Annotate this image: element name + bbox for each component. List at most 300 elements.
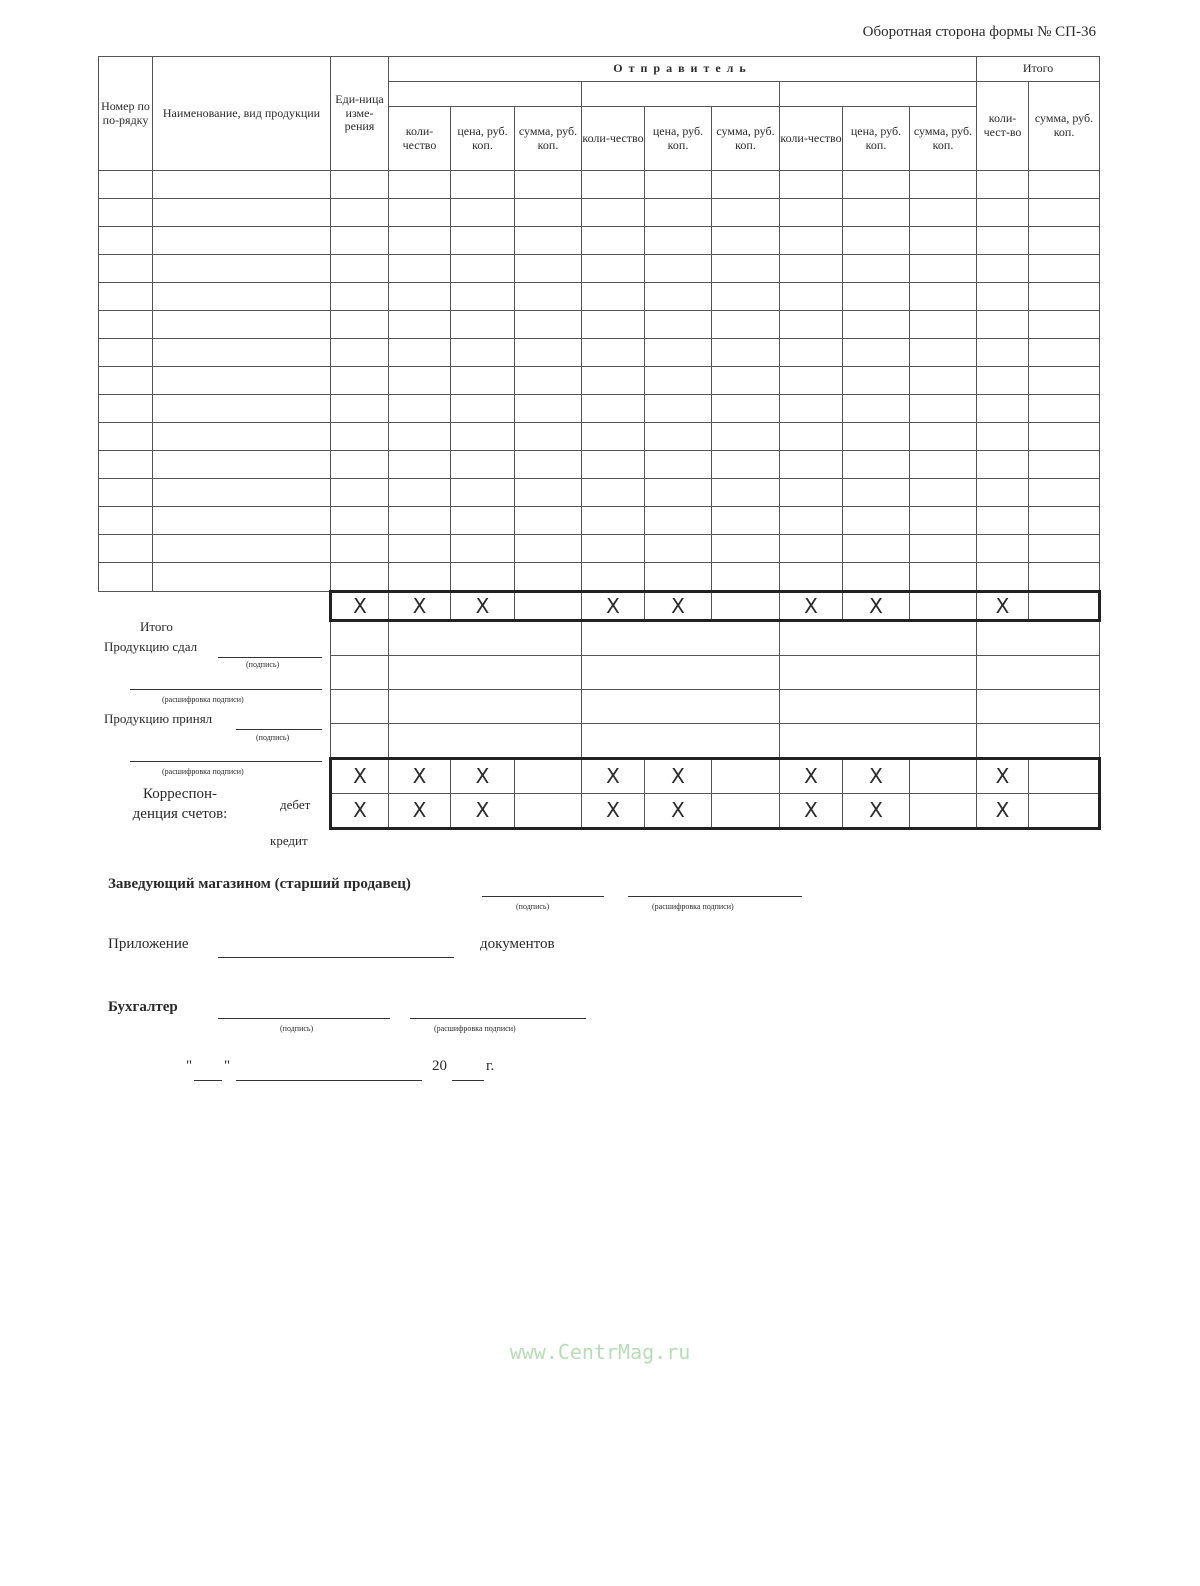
table-cell[interactable] xyxy=(153,535,331,563)
table-cell[interactable] xyxy=(99,367,153,395)
total-cell[interactable] xyxy=(977,621,1100,656)
table-cell[interactable] xyxy=(843,451,910,479)
table-cell[interactable] xyxy=(99,227,153,255)
table-cell[interactable] xyxy=(843,227,910,255)
table-cell[interactable] xyxy=(910,227,977,255)
table-cell[interactable] xyxy=(451,227,515,255)
x-mark: X xyxy=(804,798,818,822)
table-cell[interactable] xyxy=(843,255,910,283)
table-cell[interactable] xyxy=(389,311,451,339)
table-cell[interactable] xyxy=(515,171,582,199)
table-cell[interactable] xyxy=(645,535,712,563)
table-cell[interactable] xyxy=(331,367,389,395)
table-cell[interactable] xyxy=(712,592,780,621)
table-cell[interactable] xyxy=(910,367,977,395)
table-cell[interactable] xyxy=(389,227,451,255)
table-cell[interactable] xyxy=(780,199,843,227)
table-cell[interactable] xyxy=(1029,171,1100,199)
table-cell[interactable] xyxy=(712,507,780,535)
sender-3-cell[interactable] xyxy=(780,724,977,759)
table-cell[interactable] xyxy=(451,423,515,451)
table-cell[interactable] xyxy=(582,311,645,339)
table-cell[interactable] xyxy=(515,592,582,621)
table-cell[interactable] xyxy=(843,535,910,563)
x-mark: X xyxy=(671,798,685,822)
received-decode-caption: (расшифровка подписи) xyxy=(162,767,244,776)
table-cell[interactable] xyxy=(977,367,1029,395)
table-cell[interactable] xyxy=(1029,423,1100,451)
unit-cell[interactable] xyxy=(331,656,389,690)
table-cell[interactable] xyxy=(645,479,712,507)
table-cell[interactable] xyxy=(331,423,389,451)
table-cell[interactable] xyxy=(712,255,780,283)
table-cell[interactable] xyxy=(1029,451,1100,479)
table-cell[interactable] xyxy=(153,563,331,592)
table-cell[interactable] xyxy=(780,535,843,563)
table-cell[interactable] xyxy=(331,255,389,283)
table-cell[interactable] xyxy=(515,563,582,592)
table-cell[interactable] xyxy=(645,283,712,311)
x-cell xyxy=(977,592,1029,621)
table-cell[interactable] xyxy=(977,283,1029,311)
table-cell[interactable] xyxy=(780,283,843,311)
table-cell[interactable] xyxy=(582,171,645,199)
table-cell[interactable] xyxy=(582,451,645,479)
table-cell[interactable] xyxy=(331,479,389,507)
table-cell[interactable] xyxy=(910,507,977,535)
table-cell[interactable] xyxy=(977,395,1029,423)
header-total-sum: сумма, руб. коп. xyxy=(1029,82,1100,171)
table-cell[interactable] xyxy=(712,759,780,794)
table-cell[interactable] xyxy=(515,283,582,311)
table-cell[interactable] xyxy=(712,339,780,367)
table-cell[interactable] xyxy=(977,451,1029,479)
table-cell[interactable] xyxy=(1029,255,1100,283)
header-total-qty: коли-чест-во xyxy=(977,82,1029,171)
table-cell[interactable] xyxy=(331,535,389,563)
table-cell[interactable] xyxy=(389,563,451,592)
unit-cell[interactable] xyxy=(331,690,389,724)
table-cell[interactable] xyxy=(99,563,153,592)
table-cell[interactable] xyxy=(389,395,451,423)
table-cell[interactable] xyxy=(910,479,977,507)
sender-1-cell[interactable] xyxy=(389,621,582,656)
table-cell[interactable] xyxy=(153,283,331,311)
table-cell[interactable] xyxy=(389,339,451,367)
table-cell[interactable] xyxy=(910,592,977,621)
table-row xyxy=(99,255,1100,283)
table-cell[interactable] xyxy=(153,311,331,339)
table-cell[interactable] xyxy=(99,395,153,423)
table-cell[interactable] xyxy=(99,479,153,507)
table-cell[interactable] xyxy=(582,395,645,423)
table-cell[interactable] xyxy=(153,423,331,451)
unit-cell[interactable] xyxy=(331,724,389,759)
table-cell[interactable] xyxy=(153,171,331,199)
table-cell[interactable] xyxy=(910,311,977,339)
table-cell[interactable] xyxy=(1029,199,1100,227)
table-cell[interactable] xyxy=(389,451,451,479)
table-cell[interactable] xyxy=(712,171,780,199)
table-cell[interactable] xyxy=(1029,283,1100,311)
table-cell[interactable] xyxy=(451,283,515,311)
table-cell[interactable] xyxy=(712,395,780,423)
x-mark: X xyxy=(671,593,685,618)
watermark: www.CentrMag.ru xyxy=(509,1340,691,1364)
table-cell[interactable] xyxy=(977,507,1029,535)
table-cell[interactable] xyxy=(153,479,331,507)
total-cell[interactable] xyxy=(977,724,1100,759)
x-mark: X xyxy=(606,798,620,822)
table-cell[interactable] xyxy=(645,507,712,535)
table-cell[interactable] xyxy=(977,563,1029,592)
table-cell[interactable] xyxy=(645,367,712,395)
given-decode-line xyxy=(130,689,322,690)
table-cell[interactable] xyxy=(1029,759,1100,794)
table-cell[interactable] xyxy=(843,283,910,311)
given-signature-line xyxy=(218,657,322,658)
table-cell[interactable] xyxy=(780,479,843,507)
table-cell[interactable] xyxy=(1029,535,1100,563)
table-cell[interactable] xyxy=(645,227,712,255)
itogo-label: Итого xyxy=(140,619,173,634)
table-cell[interactable] xyxy=(515,759,582,794)
x-mark: X xyxy=(606,593,620,618)
x-cell xyxy=(582,794,645,829)
table-cell[interactable] xyxy=(582,255,645,283)
table-cell[interactable] xyxy=(780,311,843,339)
table-cell[interactable] xyxy=(910,255,977,283)
table-cell[interactable] xyxy=(977,171,1029,199)
header-qty-1: коли-чество xyxy=(389,107,451,171)
table-cell[interactable] xyxy=(389,199,451,227)
table-cell[interactable] xyxy=(582,227,645,255)
table-cell[interactable] xyxy=(712,283,780,311)
table-cell[interactable] xyxy=(977,199,1029,227)
table-cell[interactable] xyxy=(451,507,515,535)
manager-decode-caption: (расшифровка подписи) xyxy=(652,902,734,911)
accountant-signature-line xyxy=(218,1018,390,1019)
table-cell[interactable] xyxy=(451,255,515,283)
header-num: Номер по по-рядку xyxy=(99,57,153,171)
table-cell[interactable] xyxy=(153,367,331,395)
table-cell[interactable] xyxy=(977,479,1029,507)
table-cell[interactable] xyxy=(843,563,910,592)
table-cell[interactable] xyxy=(780,507,843,535)
table-cell[interactable] xyxy=(331,563,389,592)
table-cell[interactable] xyxy=(153,339,331,367)
table-cell[interactable] xyxy=(1029,339,1100,367)
table-cell[interactable] xyxy=(389,535,451,563)
table-cell[interactable] xyxy=(780,423,843,451)
table-cell[interactable] xyxy=(153,227,331,255)
table-cell[interactable] xyxy=(1029,479,1100,507)
table-cell[interactable] xyxy=(451,311,515,339)
table-cell[interactable] xyxy=(99,339,153,367)
side-labels xyxy=(100,615,332,855)
table-cell[interactable] xyxy=(331,171,389,199)
table-cell[interactable] xyxy=(843,311,910,339)
sender-2-cell[interactable] xyxy=(582,656,780,690)
table-cell[interactable] xyxy=(331,283,389,311)
x-cell xyxy=(780,592,843,621)
table-cell[interactable] xyxy=(1029,311,1100,339)
table-cell[interactable] xyxy=(515,199,582,227)
table-cell[interactable] xyxy=(780,451,843,479)
table-cell[interactable] xyxy=(1029,227,1100,255)
table-cell[interactable] xyxy=(153,255,331,283)
table-cell[interactable] xyxy=(515,479,582,507)
header-unit: Еди-ница изме-рения xyxy=(331,57,389,171)
table-cell[interactable] xyxy=(843,395,910,423)
table-cell[interactable] xyxy=(99,451,153,479)
table-cell[interactable] xyxy=(910,759,977,794)
table-cell[interactable] xyxy=(451,479,515,507)
table-cell[interactable] xyxy=(99,311,153,339)
table-row xyxy=(99,479,1100,507)
sender-3 xyxy=(780,82,977,107)
table-cell[interactable] xyxy=(515,255,582,283)
table-cell[interactable] xyxy=(515,227,582,255)
x-mark: X xyxy=(412,593,427,618)
table-cell[interactable] xyxy=(910,395,977,423)
table-cell[interactable] xyxy=(645,339,712,367)
table-cell[interactable] xyxy=(389,255,451,283)
table-cell[interactable] xyxy=(645,255,712,283)
table-cell[interactable] xyxy=(780,367,843,395)
table-cell[interactable] xyxy=(99,255,153,283)
table-cell[interactable] xyxy=(910,563,977,592)
table-row xyxy=(99,311,1100,339)
table-cell[interactable] xyxy=(712,227,780,255)
table-cell[interactable] xyxy=(331,507,389,535)
table-cell[interactable] xyxy=(780,339,843,367)
table-cell[interactable] xyxy=(910,535,977,563)
table-cell[interactable] xyxy=(977,227,1029,255)
x-mark: X xyxy=(606,764,620,788)
sender-3-cell[interactable] xyxy=(780,690,977,724)
table-cell[interactable] xyxy=(331,339,389,367)
table-cell[interactable] xyxy=(451,535,515,563)
sender-1-cell[interactable] xyxy=(389,690,582,724)
table-cell[interactable] xyxy=(515,423,582,451)
table-cell[interactable] xyxy=(645,423,712,451)
x-cell xyxy=(582,592,645,621)
sender-3-cell[interactable] xyxy=(780,621,977,656)
table-cell[interactable] xyxy=(451,171,515,199)
table-row xyxy=(99,367,1100,395)
x-mark: X xyxy=(353,764,367,788)
table-cell[interactable] xyxy=(645,451,712,479)
table-cell[interactable] xyxy=(1029,367,1100,395)
table-cell[interactable] xyxy=(451,395,515,423)
table-cell[interactable] xyxy=(645,563,712,592)
table-cell[interactable] xyxy=(582,479,645,507)
table-cell[interactable] xyxy=(389,283,451,311)
table-cell[interactable] xyxy=(712,794,780,829)
table-cell[interactable] xyxy=(389,423,451,451)
sender-2-cell[interactable] xyxy=(582,621,780,656)
table-cell[interactable] xyxy=(389,367,451,395)
table-cell[interactable] xyxy=(515,395,582,423)
table-cell[interactable] xyxy=(843,339,910,367)
x-mark: X xyxy=(412,764,427,788)
table-cell[interactable] xyxy=(582,283,645,311)
table-cell[interactable] xyxy=(712,423,780,451)
header-sum-2: сумма, руб. коп. xyxy=(712,107,780,171)
table-cell[interactable] xyxy=(515,535,582,563)
table-cell[interactable] xyxy=(1029,563,1100,592)
table-cell[interactable] xyxy=(451,563,515,592)
table-row xyxy=(99,199,1100,227)
table-cell[interactable] xyxy=(712,199,780,227)
given-label: Продукцию сдал xyxy=(104,639,198,654)
table-cell[interactable] xyxy=(451,451,515,479)
table-cell[interactable] xyxy=(331,227,389,255)
x-cell xyxy=(645,759,712,794)
table-cell[interactable] xyxy=(843,479,910,507)
table-cell[interactable] xyxy=(515,367,582,395)
x-cell xyxy=(451,794,515,829)
table-cell[interactable] xyxy=(451,367,515,395)
table-cell[interactable] xyxy=(910,423,977,451)
table-cell[interactable] xyxy=(331,199,389,227)
table-cell[interactable] xyxy=(331,311,389,339)
table-cell[interactable] xyxy=(977,535,1029,563)
table-row xyxy=(99,451,1100,479)
table-cell[interactable] xyxy=(515,311,582,339)
table-cell[interactable] xyxy=(712,563,780,592)
table-cell[interactable] xyxy=(515,794,582,829)
table-row xyxy=(99,507,1100,535)
table-cell[interactable] xyxy=(712,479,780,507)
table-row xyxy=(99,283,1100,311)
table-cell[interactable] xyxy=(331,395,389,423)
x-mark: X xyxy=(995,764,1010,788)
table-cell[interactable] xyxy=(582,535,645,563)
table-cell[interactable] xyxy=(582,339,645,367)
table-cell[interactable] xyxy=(582,563,645,592)
table-cell[interactable] xyxy=(712,367,780,395)
table-cell[interactable] xyxy=(780,171,843,199)
table-cell[interactable] xyxy=(389,479,451,507)
table-cell[interactable] xyxy=(515,339,582,367)
sender-3-cell[interactable] xyxy=(780,656,977,690)
header-qty-2: коли-чество xyxy=(582,107,645,171)
table-cell[interactable] xyxy=(1029,507,1100,535)
table-cell[interactable] xyxy=(515,451,582,479)
table-cell[interactable] xyxy=(977,423,1029,451)
table-cell[interactable] xyxy=(712,451,780,479)
table-cell[interactable] xyxy=(1029,794,1100,829)
table-cell[interactable] xyxy=(780,227,843,255)
sender-1-cell[interactable] xyxy=(389,724,582,759)
x-mark: X xyxy=(869,593,883,618)
table-cell[interactable] xyxy=(99,535,153,563)
table-cell[interactable] xyxy=(977,339,1029,367)
table-cell[interactable] xyxy=(645,311,712,339)
table-cell[interactable] xyxy=(99,199,153,227)
table-cell[interactable] xyxy=(843,171,910,199)
debit-label: дебет xyxy=(280,797,311,812)
header-sum-3: сумма, руб. коп. xyxy=(910,107,977,171)
table-cell[interactable] xyxy=(843,199,910,227)
table-cell[interactable] xyxy=(331,451,389,479)
unit-cell[interactable] xyxy=(331,621,389,656)
table-cell[interactable] xyxy=(153,451,331,479)
table-cell[interactable] xyxy=(1029,592,1100,621)
manager-label: Заведующий магазином (старший продавец) xyxy=(108,876,411,892)
x-mark: X xyxy=(353,798,367,822)
total-cell[interactable] xyxy=(977,656,1100,690)
table-cell[interactable] xyxy=(153,395,331,423)
table-cell[interactable] xyxy=(582,367,645,395)
table-cell[interactable] xyxy=(451,339,515,367)
x-cell xyxy=(977,794,1029,829)
sender-1-cell[interactable] xyxy=(389,656,582,690)
table-cell[interactable] xyxy=(843,423,910,451)
table-cell[interactable] xyxy=(99,507,153,535)
table-cell[interactable] xyxy=(99,171,153,199)
table-cell[interactable] xyxy=(645,171,712,199)
sender-2-cell[interactable] xyxy=(582,724,780,759)
total-cell[interactable] xyxy=(977,690,1100,724)
table-cell[interactable] xyxy=(153,507,331,535)
x-cell xyxy=(843,794,910,829)
table-cell[interactable] xyxy=(389,507,451,535)
x-cell xyxy=(645,592,712,621)
table-cell[interactable] xyxy=(910,171,977,199)
sender-2 xyxy=(582,82,780,107)
manager-decode-line xyxy=(628,896,802,897)
table-cell[interactable] xyxy=(910,199,977,227)
table-cell[interactable] xyxy=(977,311,1029,339)
table-cell[interactable] xyxy=(389,171,451,199)
header-total: Итого xyxy=(977,57,1100,82)
table-cell[interactable] xyxy=(99,283,153,311)
x-mark: X xyxy=(412,798,427,822)
table-cell[interactable] xyxy=(910,339,977,367)
table-cell[interactable] xyxy=(712,311,780,339)
table-row xyxy=(99,227,1100,255)
table-cell[interactable] xyxy=(910,794,977,829)
documents-label: документов xyxy=(480,936,555,952)
table-cell[interactable] xyxy=(780,563,843,592)
date-year-line xyxy=(452,1080,484,1081)
table-cell[interactable] xyxy=(712,535,780,563)
table-cell[interactable] xyxy=(780,255,843,283)
table-cell[interactable] xyxy=(645,199,712,227)
table-cell[interactable] xyxy=(645,395,712,423)
x-mark: X xyxy=(869,764,883,788)
table-cell[interactable] xyxy=(1029,395,1100,423)
table-cell[interactable] xyxy=(780,395,843,423)
table-cell[interactable] xyxy=(843,367,910,395)
given-signature-caption: (подпись) xyxy=(246,660,280,669)
table-cell[interactable] xyxy=(153,199,331,227)
table-cell[interactable] xyxy=(582,423,645,451)
table-cell[interactable] xyxy=(910,283,977,311)
table-cell[interactable] xyxy=(451,199,515,227)
table-cell[interactable] xyxy=(515,507,582,535)
table-cell[interactable] xyxy=(910,451,977,479)
table-cell[interactable] xyxy=(582,199,645,227)
table-cell[interactable] xyxy=(977,255,1029,283)
table-cell[interactable] xyxy=(843,507,910,535)
table-cell[interactable] xyxy=(99,423,153,451)
sender-2-cell[interactable] xyxy=(582,690,780,724)
table-cell[interactable] xyxy=(582,507,645,535)
